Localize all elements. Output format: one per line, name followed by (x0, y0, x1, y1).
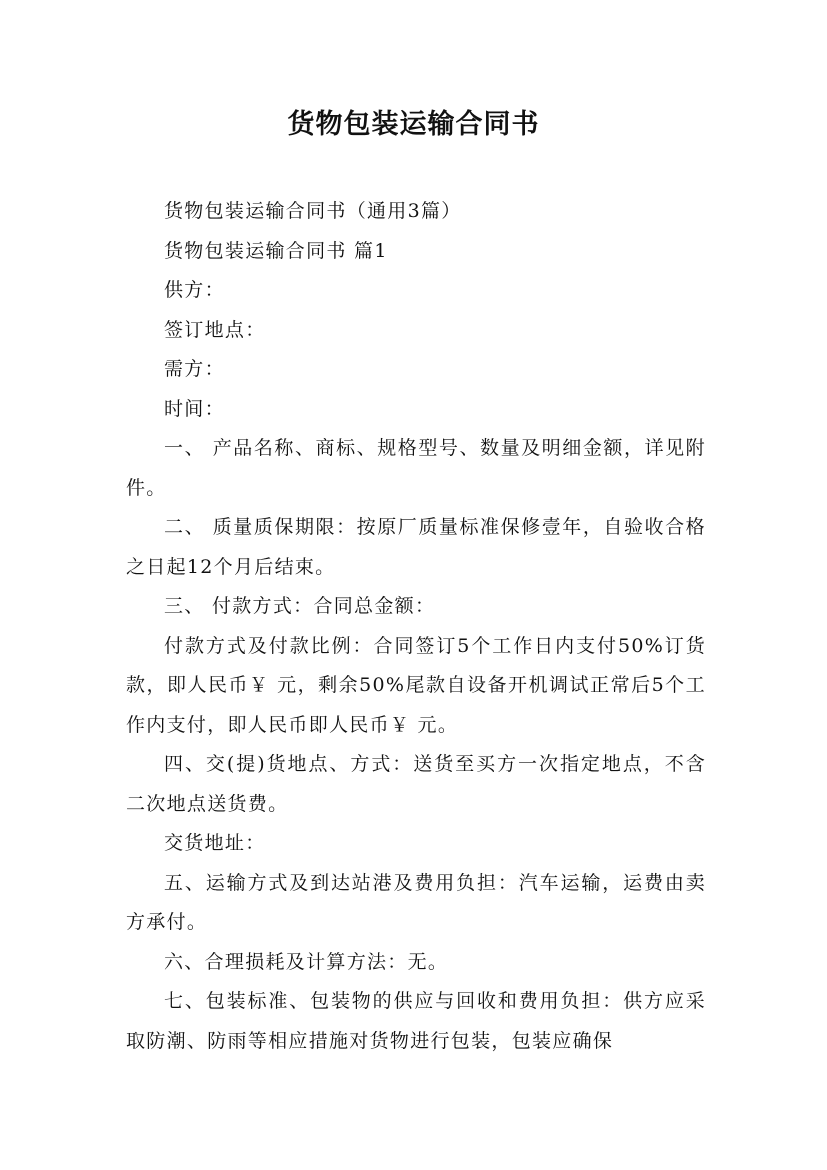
paragraph: 付款方式及付款比例：合同签订5个工作日内支付50%订货款，即人民币￥ 元，剩余50%尾款自设备开机调试正常后5个工作内支付，即人民币即人民币￥ 元。 (126, 634, 706, 736)
paragraph: 六、合理损耗及计算方法：无。 (164, 950, 449, 973)
paragraph: 货物包装运输合同书 篇1 (164, 239, 388, 262)
paragraph: 签订地点： (164, 318, 266, 341)
paragraph: 货物包装运输合同书（通用3篇） (164, 200, 462, 222)
paragraph: 一、 产品名称、商标、规格型号、数量及明细金额，详见附件。 (126, 437, 706, 499)
paragraph: 四、交(提)货地点、方式：送货至买方一次指定地点，不含二次地点送货费。 (126, 753, 706, 815)
paragraph: 七、包装标准、包装物的供应与回收和费用负担：供方应采取防潮、防雨等相应措施对货物进行包装，包装应确保 (126, 990, 706, 1052)
paragraph: 交货地址： (164, 832, 266, 854)
document-body (126, 192, 706, 1061)
paragraph: 五、运输方式及到达站港及费用负担：汽车运输，运费由卖方承付。 (126, 871, 706, 933)
paragraph: 供方： (164, 279, 225, 301)
paragraph: 时间： (164, 397, 225, 420)
document-title: 货物包装运输合同书 (287, 109, 540, 140)
paragraph: 需方： (164, 358, 225, 380)
paragraph: 二、 质量质保期限：按原厂质量标准保修壹年，自验收合格之日起12个月后结束。 (126, 516, 706, 578)
paragraph: 三、 付款方式：合同总金额： (164, 595, 436, 617)
